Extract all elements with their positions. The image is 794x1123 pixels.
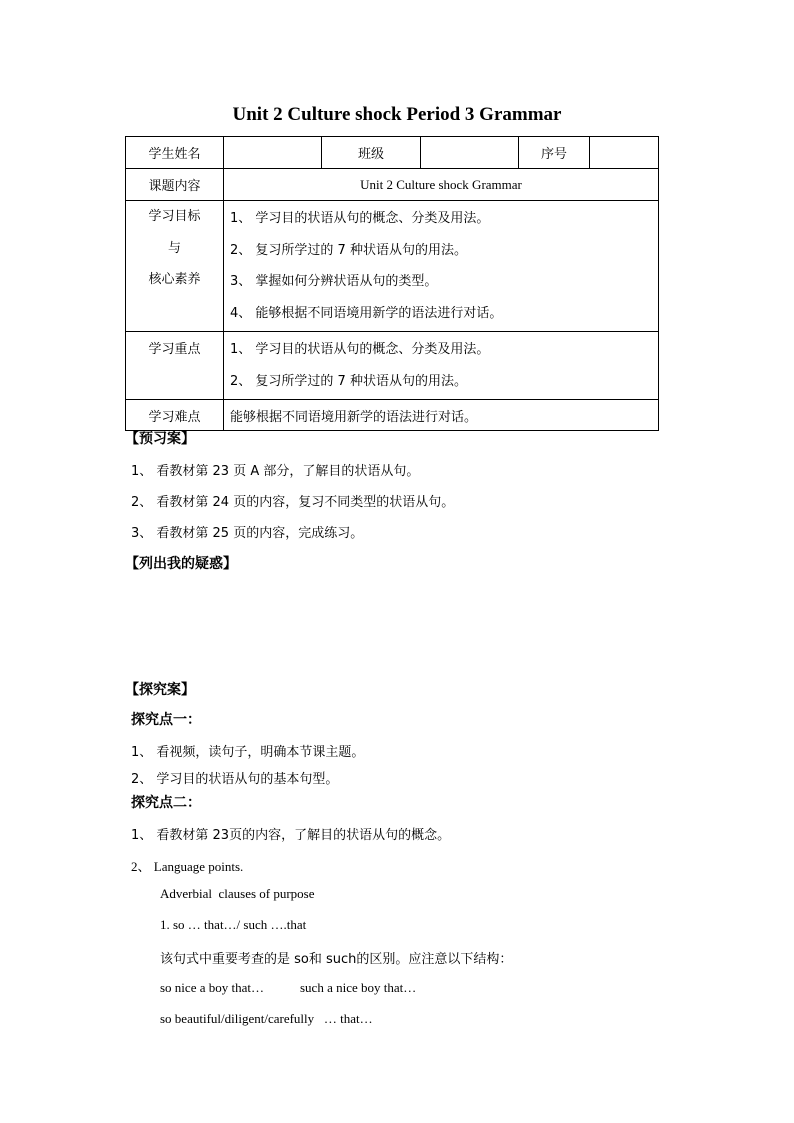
explore-point1-heading: 探究点一： [131,712,201,728]
key-item: 1、 学习目的状语从句的概念、分类及用法。 [230,342,490,357]
table-row-goals [126,201,659,332]
so-that-item: 1. so … that…/ such ….that [160,917,307,932]
page-title: Unit 2 Culture shock Period 3 Grammar [232,104,562,125]
difficult-value: 能够根据不同语境用新学的语法进行对话。 [224,400,659,431]
explore-point2-heading: 探究点二： [131,795,201,811]
goal-item: 4、 能够根据不同语境用新学的语法进行对话。 [230,305,503,321]
example-such: such a nice boy that… [300,980,417,995]
example-so-adj: so beautiful/diligent/carefully … that… [160,1011,373,1026]
topic-value: Unit 2 Culture shock Grammar [224,169,659,201]
student-name-value [224,137,322,169]
seq-label: 序号 [519,137,590,169]
example-so: so nice a boy that… [160,980,264,995]
explore-heading: 【探究案】 [125,682,195,698]
student-name-label: 学生姓名 [126,137,224,169]
preview-heading: 【预习案】 [125,431,195,447]
goals-label-line: 与 [167,240,181,256]
doubts-heading: 【列出我的疑惑】 [125,556,237,572]
course-info-table [125,136,659,431]
table-row-topic [126,169,659,201]
goal-item: 1、 学习目的状语从句的概念、分类及用法。 [230,211,490,226]
class-label: 班级 [322,137,421,169]
key-label-text: 学习重点 [148,342,201,357]
seq-value [590,137,659,169]
key-cell [224,332,659,400]
preview-item: 2、 看教材第 24 页的内容，复习不同类型的状语从句。 [131,495,455,510]
topic-label: 课题内容 [126,169,224,201]
key-label [126,332,224,400]
table-row-student [126,137,659,169]
difficult-label: 学习难点 [126,400,224,431]
goals-label [126,201,224,332]
key-item: 2、 复习所学过的 7 种状语从句的用法。 [230,373,467,389]
goal-item: 2、 复习所学过的 7 种状语从句的用法。 [230,242,467,258]
table-row-key [126,332,659,400]
preview-item: 1、 看教材第 23 页 A 部分，了解目的状语从句。 [131,464,420,479]
explore-point2-item: 1、 看教材第 23页的内容，了解目的状语从句的概念。 [131,828,451,843]
goals-cell [224,201,659,332]
so-such-note: 该句式中重要考查的是 so和 such的区别。应注意以下结构： [160,952,513,967]
table-row-difficult [126,400,659,431]
adverbial-heading: Adverbial clauses of purpose [160,886,315,901]
explore-point1-item: 1、 看视频，读句子，明确本节课主题。 [131,745,365,760]
class-value [421,137,519,169]
goals-label-line: 核心素养 [148,272,201,287]
explore-point2-item: 2、 Language points. [131,859,244,874]
goals-label-line: 学习目标 [148,209,201,224]
preview-item: 3、 看教材第 25 页的内容，完成练习。 [131,526,364,541]
goal-item: 3、 掌握如何分辨状语从句的类型。 [230,274,438,289]
explore-point1-item: 2、 学习目的状语从句的基本句型。 [131,772,339,787]
